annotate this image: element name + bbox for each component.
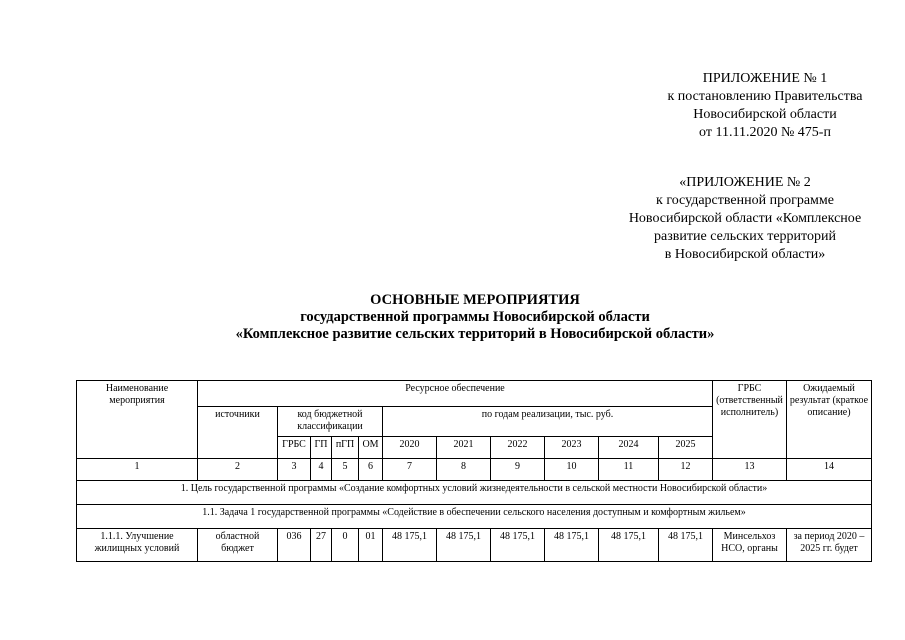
header-budget-code: код бюджетной классификации [278, 407, 383, 437]
title-line: государственной программы Новосибирской области [300, 309, 650, 325]
measure-om-code: 01 [359, 529, 383, 562]
column-number: 10 [545, 459, 599, 481]
column-number: 1 [77, 459, 198, 481]
header-year: 2020 [383, 437, 437, 459]
title-line: ОСНОВНЫЕ МЕРОПРИЯТИЯ [370, 292, 580, 308]
header-sources: источники [198, 407, 278, 459]
measure-value: 48 175,1 [599, 529, 659, 562]
header-name: Наименование мероприятия [77, 381, 198, 459]
header-year: 2023 [545, 437, 599, 459]
appendix-2-header [600, 174, 890, 264]
header-year: 2025 [659, 437, 713, 459]
header-code-om: ОМ [359, 437, 383, 459]
header-code-grbs: ГРБС [278, 437, 311, 459]
measures-table [76, 380, 872, 562]
column-number: 2 [198, 459, 278, 481]
appendix-1-line: Новосибирской области [693, 107, 837, 122]
column-number: 7 [383, 459, 437, 481]
appendix-2-line: к государственной программе [656, 193, 834, 208]
measure-value: 48 175,1 [383, 529, 437, 562]
appendix-1-line: к постановлению Правительства [667, 89, 863, 104]
header-code-gp: ГП [311, 437, 332, 459]
header-grbs: ГРБС (ответственный исполнитель) [713, 381, 787, 459]
column-number: 12 [659, 459, 713, 481]
header-year: 2021 [437, 437, 491, 459]
measure-gp-code: 27 [311, 529, 332, 562]
measure-value: 48 175,1 [545, 529, 599, 562]
measure-value: 48 175,1 [491, 529, 545, 562]
measure-grbs-code: 036 [278, 529, 311, 562]
measure-executor: Минсельхоз НСО, органы [721, 531, 778, 554]
measure-source: областной бюджет [215, 531, 260, 554]
header-year: 2024 [599, 437, 659, 459]
document-title [60, 292, 890, 343]
column-number: 3 [278, 459, 311, 481]
appendix-2-line: развитие сельских территорий [654, 229, 836, 244]
appendix-2-line: Новосибирской области «Комплексное [628, 211, 862, 226]
appendix-2-line: в Новосибирской области» [664, 247, 826, 262]
task-row: 1.1. Задача 1 государственной программы «Содействие в обеспечении сельского населения доступным и комфортным жильем» [77, 505, 872, 529]
measure-result: за период 2020 – 2025 гг. будет [793, 531, 865, 554]
measure-value: 48 175,1 [437, 529, 491, 562]
header-resources: Ресурсное обеспечение [198, 381, 713, 407]
table-row [77, 529, 872, 562]
column-number: 14 [787, 459, 872, 481]
column-number: 11 [599, 459, 659, 481]
column-number: 4 [311, 459, 332, 481]
title-line: «Комплексное развитие сельских территорий в Новосибирской области» [235, 326, 715, 342]
appendix-1-line: ПРИЛОЖЕНИЕ № 1 [702, 71, 828, 86]
appendix-1-header [640, 70, 890, 142]
measure-pgp-code: 0 [332, 529, 359, 562]
measure-value: 48 175,1 [659, 529, 713, 562]
column-number: 9 [491, 459, 545, 481]
appendix-2-line: «ПРИЛОЖЕНИЕ № 2 [679, 175, 811, 190]
header-code-pgp: пГП [332, 437, 359, 459]
measure-name: 1.1.1. Улучшение жилищных условий [94, 531, 180, 554]
header-by-year: по годам реализации, тыс. руб. [383, 407, 713, 437]
appendix-1-line: от 11.11.2020 № 475-п [699, 125, 831, 140]
column-number: 5 [332, 459, 359, 481]
column-number: 8 [437, 459, 491, 481]
column-number: 13 [713, 459, 787, 481]
goal-row: 1. Цель государственной программы «Создание комфортных условий жизнедеятельности в сельской местности Новосибирской области» [77, 481, 872, 505]
header-result: Ожидаемый результат (краткое описание) [787, 381, 872, 459]
header-year: 2022 [491, 437, 545, 459]
column-number: 6 [359, 459, 383, 481]
